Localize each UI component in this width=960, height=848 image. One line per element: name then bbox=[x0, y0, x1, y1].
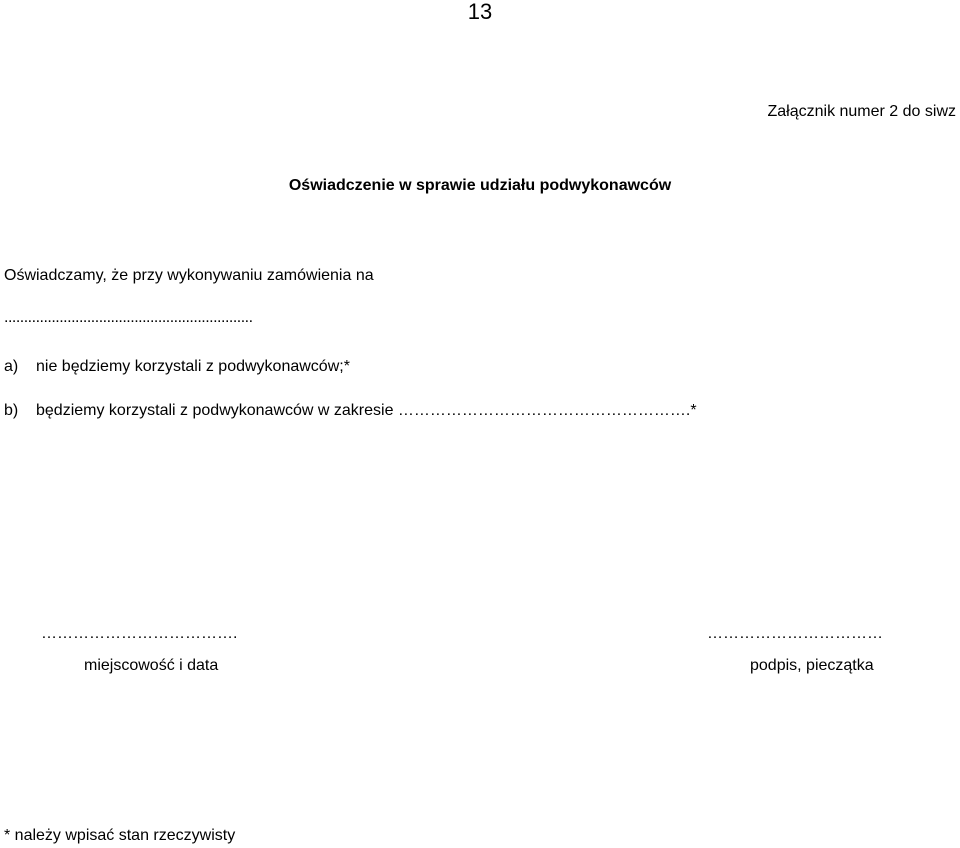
declaration-intro: Oświadczamy, że przy wykonywaniu zamówienia na bbox=[4, 267, 374, 284]
option-a bbox=[4, 359, 350, 375]
page-number: 13 bbox=[467, 0, 493, 24]
attachment-label: Załącznik numer 2 do siwz bbox=[767, 103, 956, 120]
option-b-marker: b) bbox=[4, 402, 19, 419]
option-a-marker: a) bbox=[4, 358, 19, 375]
document-title: Oświadczenie w sprawie udziału podwykonawców bbox=[288, 177, 672, 194]
place-date-dotted-line: ………………………………. bbox=[41, 625, 238, 642]
signature-label: podpis, pieczątka bbox=[750, 657, 874, 674]
footnote: * należy wpisać stan rzeczywisty bbox=[4, 827, 236, 844]
place-date-label: miejscowość i data bbox=[84, 657, 219, 674]
option-b-text: będziemy korzystali z podwykonawców w zakresie ……………………………………………….* bbox=[36, 402, 697, 419]
signature-dotted-line: …………………………… bbox=[707, 625, 883, 642]
option-b bbox=[4, 403, 697, 419]
option-a-text: nie będziemy korzystali z podwykonawców;* bbox=[36, 358, 350, 375]
order-dotted-line: ............................................................... bbox=[4, 309, 253, 326]
